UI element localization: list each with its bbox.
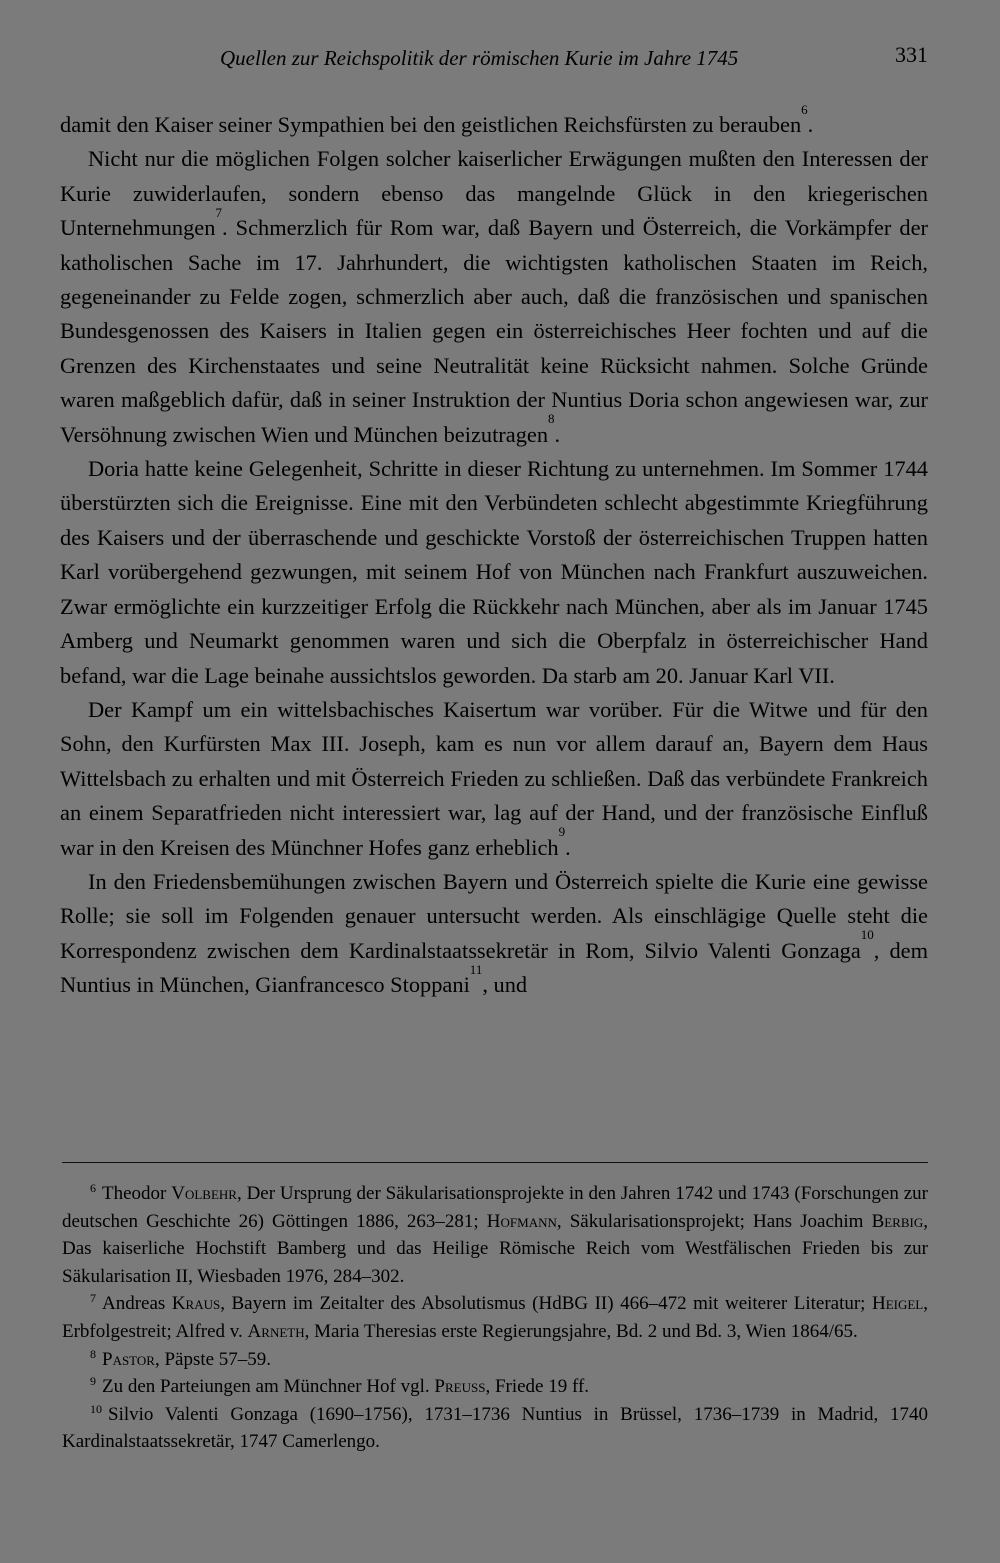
page-header (60, 40, 928, 76)
footnote-8: $^8$ Pastor, Päpste 57–59. (90, 1346, 272, 1370)
page-number: 331 (895, 42, 928, 67)
footnote-10: $^{10}$ Silvio Valenti Gonzaga (1690–1756), 1731–1736 Nuntius in Brüssel, 1736–1739 in Madrid, 1740 Kardinalstaatssekretär, 1747 Camerlengo. (62, 1401, 928, 1453)
paragraph-3: Doria hatte keine Gelegenheit, Schritte in dieser Richtung zu unternehmen. Im Sommer 1744 überstürzten sich die Ereignisse. Eine mit den Verbündeten schlecht abgestimmte Kriegführung des Kaisers und der überraschende und geschickte Vorstoß der österreichischen Truppen hatten Karl vorübergehend gezwungen, mit seinem Hof von München nach Frankfurt auszuweichen. Zwar ermöglichte ein kurzzeitiger Erfolg die Rückkehr nach München, aber als im Januar 1745 Amberg und Neumarkt genommen waren und sich die Oberpfalz in österreichischer Hand befand, war die Lage beinahe aussichtslos geworden. Da starb am 20. Januar Karl VII. (60, 456, 928, 688)
paragraph-2: Nicht nur die möglichen Folgen solcher kaiserlicher Erwägungen mußten den Interessen der Kurie zuwiderlaufen, sondern ebenso das mangelnde Glück in den kriegerischen Unternehmungen$^7$. Schmerzlich für Rom war, daß Bayern und Österreich, die Vorkämpfer der katholischen Sache im 17. Jahrhundert, die wichtigsten katholischen Staaten im Reich, gegeneinander zu Felde zogen, schmerzlich aber auch, daß die französischen und spanischen Bundesgenossen des Kaisers in Italien gegen ein österreichisches Heer fochten und auf die Grenzen des Kirchenstaates und seine Neutralität keine Rücksicht nahmen. Solche Gründe waren maßgeblich dafür, daß in seiner Instruktion der Nuntius Doria schon angewiesen war, zur Versöhnung zwischen Wien und München beizutragen$^8$. (60, 146, 928, 447)
footnote-6: $^6$ Theodor Volbehr, Der Ursprung der Säkularisationsprojekte in den Jahren 1742 und 1743 (Forschungen zur deutschen Geschichte 26) Göttingen 1886, 263–281; Hofmann, Säkularisationsprojekt; Hans Joachim Berbig, Das kaiserliche Hochstift Bamberg und das Heilige Römische Reich vom Westfälischen Frieden bis zur Säkularisation II, Wiesbaden 1976, 284–302. (62, 1181, 928, 1287)
footnotes (62, 1180, 928, 1456)
running-title: Quellen zur Reichspolitik der römischen Kurie im Jahre 1745 (220, 46, 739, 70)
main-text (60, 101, 928, 1003)
footnote-ref-9[interactable]: 9 (558, 824, 566, 840)
footnote-ref-8[interactable]: 8 (548, 411, 555, 427)
paragraph-5: In den Friedensbemühungen zwischen Bayern und Österreich spielte die Kurie eine gewisse Rolle; sie soll im Folgenden genauer untersucht werden. Als einschlägige Quelle steht die Korrespondenz zwischen dem Kardinalstaatssekretär in Rom, Silvio Valenti Gonzaga$^{10}$, dem Nuntius in München, Gianfrancesco Stoppani$^{11}$, und (60, 868, 928, 998)
footnote-ref-6[interactable]: 6 (801, 101, 808, 117)
footnote-7: $^7$ Andreas Kraus, Bayern im Zeitalter des Absolutismus (HdBG II) 466–472 mit weiterer Literatur; Heigel, Erbfolgestreit; Alfred v. Arneth, Maria Theresias erste Regierungsjahre, Bd. 2 und Bd. 3, Wien 1864/65. (62, 1291, 928, 1342)
footnote-divider (62, 1162, 928, 1163)
footnote-9: $^9$ Zu den Parteiungen am Münchner Hof vgl. Preuss, Friede 19 ff. (90, 1374, 590, 1398)
footnote-ref-11[interactable]: 11 (469, 961, 483, 977)
paragraph-4: Der Kampf um ein wittelsbachisches Kaisertum war vorüber. Für die Witwe und für den Sohn, den Kurfürsten Max III. Joseph, kam es nun vor allem darauf an, Bayern dem Haus Wittelsbach zu erhalten und mit Österreich Frieden zu schließen. Daß das verbündete Frankreich an einem Separatfrieden nicht interessiert war, lag auf der Hand, und der französische Einfluß war in den Kreisen des Münchner Hofes ganz erheblich$^9$. (60, 696, 928, 860)
footnote-ref-7[interactable]: 7 (215, 204, 222, 220)
footnote-ref-10[interactable]: 10 (860, 927, 874, 943)
paragraph-1: damit den Kaiser seiner Sympathien bei den geistlichen Reichsfürsten zu berauben$^6$. (60, 101, 814, 137)
